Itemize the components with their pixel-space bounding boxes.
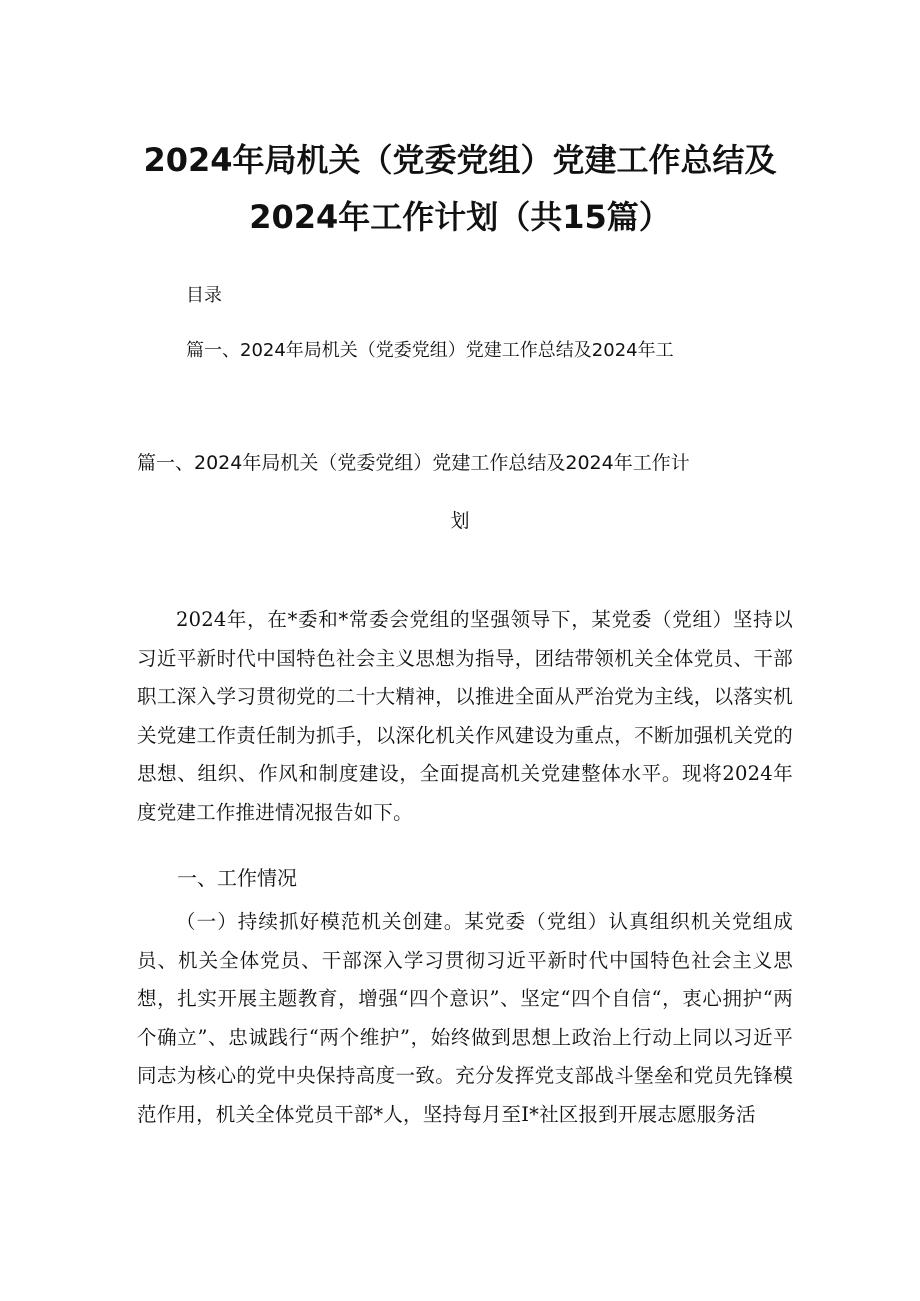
body-paragraph-1: 2024年，在*委和*常委会党组的坚强领导下，某党委（党组）坚持以习近平新时代中国特色社会主义思想为指导，团结带领机关全体党员、干部职工深入学习贯彻党的二十大精神，以推进全面从严治党为主线，以落实机关党建工作责任制为抓手，以深化机关作风建设为重点，不断加强机关党的思想、组织、作风和制度建设，全面提高机关党建整体水平。现将2024年度党建工作推进情况报告如下。 <box>137 608 793 824</box>
table-of-contents-label: 目录 <box>186 285 222 306</box>
section-heading-work-status: 一、工作情况 <box>177 866 297 890</box>
document-title-line-2: 2024年工作计划（共15篇） <box>249 198 671 236</box>
document-title-line-1: 2024年局机关（党委党组）党建工作总结及 <box>143 141 777 179</box>
section-title-line-2: 划 <box>450 510 470 532</box>
section-title-line-1: 篇一、2024年局机关（党委党组）党建工作总结及2024年工作计 <box>137 452 690 474</box>
toc-item-1[interactable]: 篇一、2024年局机关（党委党组）党建工作总结及2024年工 <box>186 340 674 361</box>
body-paragraph-2: （一）持续抓好模范机关创建。某党委（党组）认真组织机关党组成员、机关全体党员、干部深入学习贯彻习近平新时代中国特色社会主义思想，扎实开展主题教育，增强“四个意识”、坚定“四个自信“，衷心拥护“两个确立”、忠诚践行“两个维护”，始终做到思想上政治上行动上同以习近平同志为核心的党中央保持高度一致。充分发挥党支部战斗堡垒和党员先锋模范作用，机关全体党员干部*人，坚持每月至I*社区报到开展志愿服务活 <box>137 910 793 1126</box>
